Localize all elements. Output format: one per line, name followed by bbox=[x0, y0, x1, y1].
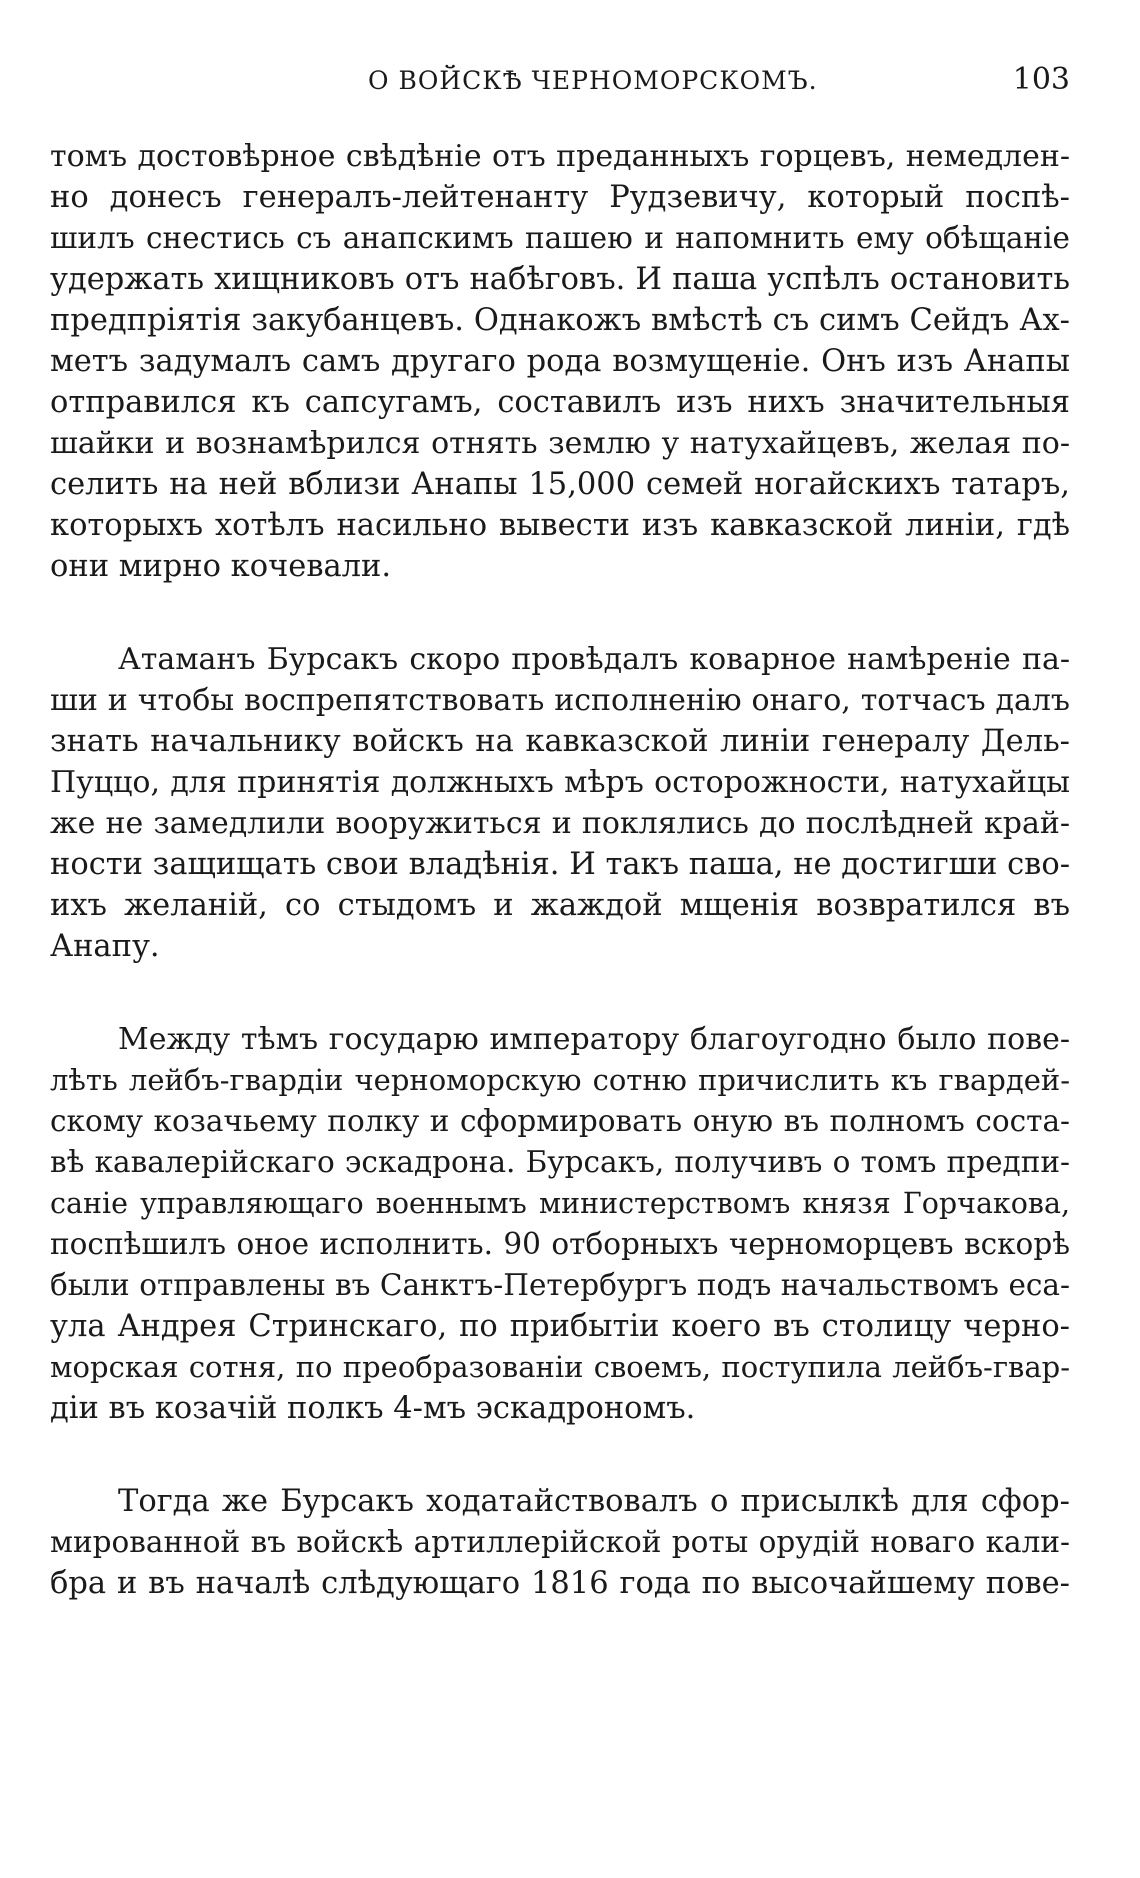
running-title: О ВОЙСКѢ ЧЕРНОМОРСКОМЪ. bbox=[368, 66, 818, 95]
text-line: метъ задумалъ самъ другаго рода возмущеніе. Онъ изъ Анапы bbox=[50, 344, 1070, 379]
body-text bbox=[50, 136, 1070, 1656]
text-line: Атаманъ Бурсакъ скоро провѣдалъ коварное намѣреніе па- bbox=[118, 642, 1070, 677]
text-line: ши и чтобы воспрепятствовать исполненію онаго, тотчасъ далъ bbox=[50, 683, 1070, 718]
text-line: же не замедлили вооружиться и поклялись до послѣдней край- bbox=[50, 806, 1070, 841]
text-line: поспѣшилъ оное исполнить. 90 отборныхъ черноморцевъ вскорѣ bbox=[50, 1227, 1070, 1261]
text-line: были отправлены въ Санктъ-Петербургъ подъ начальствомъ еса- bbox=[50, 1268, 1070, 1302]
text-line: Тогда же Бурсакъ ходатайствовалъ о присылкѣ для сфор- bbox=[118, 1484, 1070, 1519]
paragraph-1 bbox=[50, 136, 1070, 587]
text-line: ула Андрея Стринскаго, по прибытіи коего въ столицу черно- bbox=[50, 1309, 1070, 1344]
text-line: бра и въ началѣ слѣдующаго 1816 года по высочайшему пове- bbox=[50, 1566, 1070, 1601]
text-line: діи въ козачій полкъ 4-мъ эскадрономъ. bbox=[50, 1391, 696, 1426]
text-line: предпріятія закубанцевъ. Однакожъ вмѣстѣ съ симъ Сейдъ Ах- bbox=[50, 303, 1070, 338]
paragraph-3 bbox=[50, 1019, 1070, 1429]
text-line: знать начальнику войскъ на кавказской линіи генералу Дель- bbox=[50, 724, 1070, 759]
text-line: морская сотня, по преобразованіи своемъ, поступила лейбъ-гвар- bbox=[50, 1350, 1070, 1384]
text-line: но донесъ генералъ-лейтенанту Рудзевичу, который поспѣ- bbox=[50, 180, 1070, 215]
text-line: ности защищать свои владѣнія. И такъ паша, не достигши сво- bbox=[50, 847, 1070, 882]
page-header bbox=[50, 62, 1070, 102]
text-line: скому козачьему полку и сформировать оную въ полномъ соста- bbox=[50, 1104, 1070, 1138]
text-line: они мирно кочевали. bbox=[50, 549, 392, 584]
text-line: удержать хищниковъ отъ набѣговъ. И паша успѣлъ остановить bbox=[50, 262, 1070, 297]
text-line: саніе управляющаго военнымъ министерствомъ князя Горчакова, bbox=[50, 1187, 1070, 1220]
text-line: лѣть лейбъ-гвардіи черноморскую сотню причислить къ гвардей- bbox=[50, 1063, 1070, 1097]
paragraph-4 bbox=[50, 1481, 1070, 1604]
text-line: мированной въ войскѣ артиллерійской роты орудій новаго кали- bbox=[50, 1525, 1070, 1559]
text-line: отправился къ сапсугамъ, составилъ изъ нихъ значительныя bbox=[50, 385, 1070, 420]
paragraph-2 bbox=[50, 639, 1070, 967]
text-line: селить на ней вблизи Анапы 15,000 семей ногайскихъ татаръ, bbox=[50, 467, 1070, 502]
text-line: Между тѣмъ государю императору благоугодно было пове- bbox=[118, 1022, 1070, 1057]
text-line: Пуццо, для принятія должныхъ мѣръ осторожности, натухайцы bbox=[50, 765, 1070, 800]
page-number: 103 bbox=[1012, 62, 1070, 97]
text-line: ихъ желаній, со стыдомъ и жаждой мщенія возвратился въ bbox=[50, 888, 1070, 923]
text-line: шайки и вознамѣрился отнять землю у натухайцевъ, желая по- bbox=[50, 426, 1070, 461]
text-line: шилъ снестись съ анапскимъ пашею и напомнить ему обѣщаніе bbox=[50, 221, 1070, 255]
text-line: которыхъ хотѣлъ насильно вывести изъ кавказской линіи, гдѣ bbox=[50, 508, 1070, 543]
text-line: томъ достовѣрное свѣдѣніе отъ преданныхъ горцевъ, немедлен- bbox=[50, 139, 1070, 174]
text-line: вѣ кавалерійскаго эскадрона. Бурсакъ, получивъ о томъ предпи- bbox=[50, 1145, 1070, 1179]
text-line: Анапу. bbox=[50, 929, 160, 964]
